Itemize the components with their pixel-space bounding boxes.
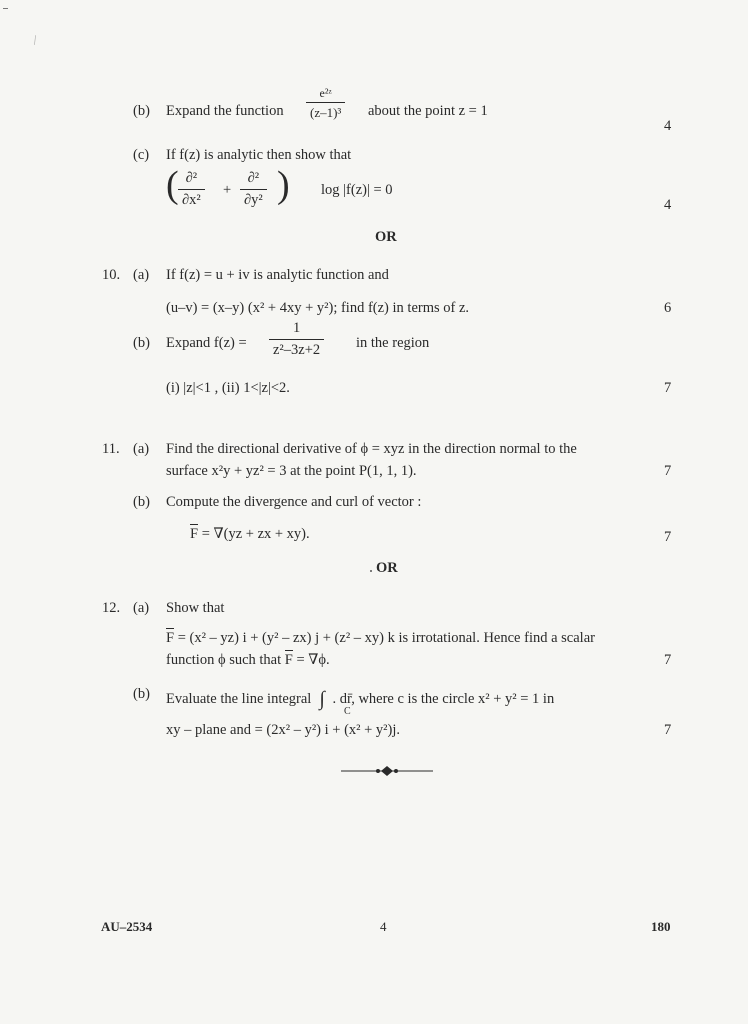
- vector-f-bar: F: [190, 526, 199, 542]
- q12a-line3-end: = ∇ϕ.: [292, 652, 330, 668]
- q11a-marks: 7: [664, 463, 672, 479]
- q9c-partial-y-num: ∂²: [247, 170, 260, 186]
- q9b-numerator: e²ᶻ: [319, 86, 332, 100]
- q12b-marks: 7: [664, 722, 672, 738]
- margin-mark: [3, 8, 8, 9]
- q10b-label: (b): [133, 335, 150, 351]
- q9c-marks: 4: [664, 197, 672, 213]
- q9c-partial-y-den: ∂y²: [244, 191, 263, 208]
- q9c-plus: +: [223, 182, 232, 198]
- q9c-tail: log |f(z)| = 0: [321, 182, 393, 198]
- q12b-lead: Evaluate the line integral: [166, 691, 312, 707]
- q11a-line2: surface x²y + yz² = 3 at the point P(1, 1, 1).: [166, 463, 417, 479]
- vector-f-bar: F: [166, 630, 175, 646]
- q12b-middle: . dr̄, where c is the circle x² + y² = 1 in: [328, 691, 555, 707]
- q9b-fraction: [306, 87, 345, 119]
- q12a-line2: [166, 631, 595, 646]
- q11a-label: (a): [133, 441, 150, 457]
- integral-subscript: C: [344, 706, 351, 717]
- q10a-line1: If f(z) = u + iv is analytic function and: [166, 267, 389, 283]
- q11a-line1: Find the directional derivative of ϕ = xyz in the direction normal to the: [166, 441, 577, 457]
- q9c-label: (c): [133, 147, 150, 163]
- q10b-denominator: z²–3z+2: [273, 341, 321, 358]
- q11-number: 11.: [102, 441, 120, 457]
- q12b-line1: [166, 687, 555, 710]
- q10b-fraction: [269, 321, 324, 357]
- or-divider: OR: [376, 560, 398, 576]
- end-ornament: [341, 764, 433, 782]
- q10b-numerator: 1: [292, 320, 301, 336]
- sheet-count: 180: [651, 919, 671, 934]
- paper-code: AU–2534: [101, 919, 153, 934]
- page-number: 4: [380, 919, 387, 934]
- q9b-tail: about the point z = 1: [368, 103, 488, 119]
- q10-number: 10.: [102, 267, 121, 283]
- q9c-partial-y: [240, 171, 267, 207]
- q12a-line3-start: function ϕ such that: [166, 652, 285, 668]
- q10a-marks: 6: [664, 300, 672, 316]
- q10a-label: (a): [133, 267, 150, 283]
- q12b-label: (b): [133, 686, 150, 702]
- q10b-regions: (i) |z|<1 , (ii) 1<|z|<2.: [166, 380, 290, 396]
- q11b-label: (b): [133, 494, 150, 510]
- or-dot: [370, 570, 372, 572]
- or-divider: OR: [375, 229, 397, 245]
- q12a-line1: Show that: [166, 600, 225, 616]
- q11b-expression: = ∇(yz + zx + xy).: [198, 526, 310, 542]
- q9b-label: (b): [133, 103, 150, 119]
- q12b-line2: [166, 723, 400, 738]
- q9c-partial-x-den: ∂x²: [182, 191, 201, 208]
- q10b-marks: 7: [664, 380, 672, 396]
- q12a-line3: [166, 653, 330, 668]
- right-paren: ): [277, 164, 290, 206]
- q12-number: 12.: [102, 600, 121, 616]
- integral-sign: ∫: [319, 688, 325, 710]
- q12a-marks: 7: [664, 652, 672, 668]
- q10b-lead: Expand f(z) =: [166, 335, 247, 351]
- q12a-expression: = (x² – yz) i + (y² – zx) j + (z² – xy) k is irrotational. Hence find a scalar: [174, 630, 595, 646]
- q10a-line2: (u–v) = (x–y) (x² + 4xy + y²); find f(z) in terms of z.: [166, 300, 470, 316]
- margin-mark: ⁄: [30, 33, 40, 47]
- q12a-label: (a): [133, 600, 150, 616]
- q12b-line2-end: = (2x² – y²) i + (x² + y²)j.: [254, 722, 401, 738]
- q12b-line2-start: xy – plane and: [166, 722, 255, 738]
- q11b-line2: [190, 527, 310, 542]
- q9b-lead: Expand the function: [166, 103, 284, 119]
- left-paren: (: [166, 164, 179, 206]
- q9c-partial-x-num: ∂²: [185, 170, 198, 186]
- q11b-line1: Compute the divergence and curl of vector :: [166, 494, 422, 510]
- q9c-partial-x: [178, 171, 205, 207]
- q11b-marks: 7: [664, 529, 672, 545]
- q9b-denominator: (z–1)³: [310, 105, 342, 120]
- q9b-marks: 4: [664, 118, 672, 134]
- vector-f-bar: F: [284, 652, 293, 668]
- q10b-tail: in the region: [356, 335, 430, 351]
- q9c-line1: If f(z) is analytic then show that: [166, 147, 352, 163]
